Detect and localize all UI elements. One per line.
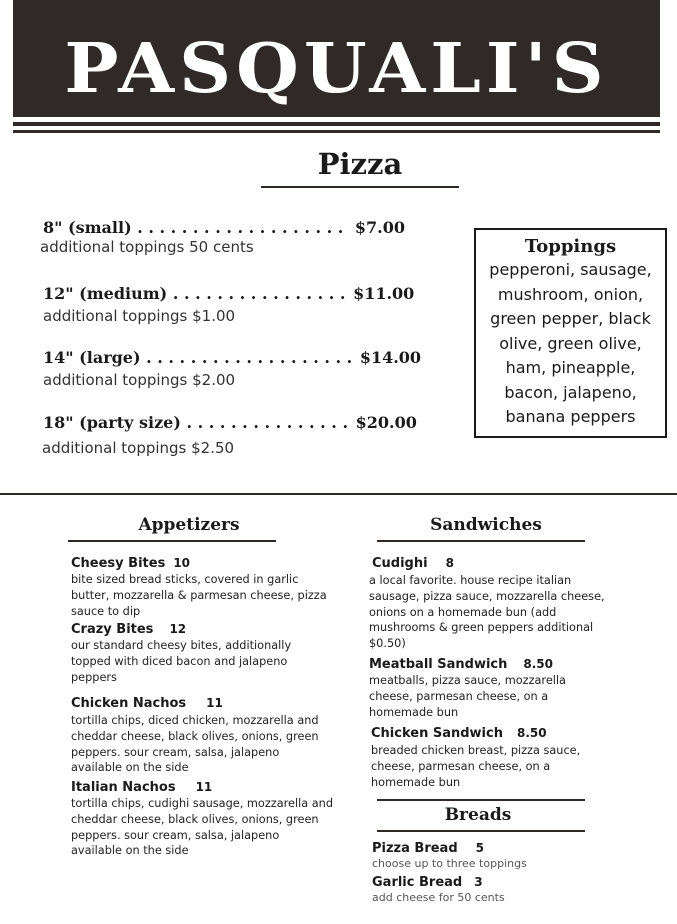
size-price: $20.00 (355, 413, 417, 432)
toppings-list: pepperoni, sausage, mushroom, onion, green pepper, black olive, green olive, ham, pineapple, bacon, jalapeno, banana peppers (489, 260, 652, 426)
size-topping-note: additional toppings 50 cents (40, 238, 254, 256)
size-label: 14" (large) . . . . . . . . . . . . . . . . . . . (43, 348, 353, 367)
pizza-size-party (43, 413, 417, 433)
item-name: Crazy Bites (71, 622, 154, 637)
item-name: Cheesy Bites (71, 556, 166, 571)
item-name: Italian Nachos (71, 780, 176, 795)
size-label: 18" (party size) . . . . . . . . . . . . . . . (43, 413, 349, 432)
item-name: Chicken Sandwich (371, 726, 503, 741)
item-price: 3 (474, 875, 483, 889)
pizza-size-small (43, 218, 405, 238)
pizza-size-large (43, 348, 421, 368)
section-divider (0, 493, 677, 495)
item-description: tortilla chips, cudighi sausage, mozzarella and cheddar cheese, black olives, onions, green peppers. sour cream, salsa, jalapeno available on the side (71, 797, 334, 858)
item-description: breaded chicken breast, pizza sauce, cheese, parmesan cheese, on a homemade bun (371, 744, 581, 789)
sandwich-item (371, 725, 611, 790)
header-rule-1 (13, 122, 660, 126)
size-label: 12" (medium) . . . . . . . . . . . . . . . . (43, 284, 346, 303)
item-description: choose up to three toppings (372, 857, 527, 870)
item-price: 8 (445, 556, 454, 570)
appetizer-item (71, 621, 331, 685)
item-price: 11 (195, 780, 213, 794)
item-name: Garlic Bread (372, 875, 463, 890)
item-name: Pizza Bread (372, 841, 458, 856)
appetizer-item (71, 695, 333, 776)
size-label: 8" (small) . . . . . . . . . . . . . . . . . . . (43, 218, 344, 237)
breads-title-underline (377, 830, 585, 832)
item-price: 5 (475, 841, 484, 855)
item-description: add cheese for 50 cents (372, 891, 505, 904)
breads-section-title: Breads (444, 805, 512, 825)
pizza-title-underline (261, 186, 459, 188)
item-description: bite sized bread sticks, covered in garlic butter, mozzarella & parmesan cheese, pizza sauce to dip (71, 573, 327, 618)
size-topping-note: additional toppings $1.00 (43, 307, 236, 325)
item-description: meatballs, pizza sauce, mozzarella cheese, parmesan cheese, on a homemade bun (369, 674, 566, 719)
breads-title-overline (377, 799, 585, 801)
header-rule-2 (13, 130, 660, 133)
item-name: Cudighi (372, 556, 428, 571)
sandwich-item (369, 656, 609, 720)
appetizer-item (71, 555, 331, 619)
item-description: our standard cheesy bites, additionally topped with diced bacon and jalapeno peppers (71, 639, 292, 684)
size-price: $7.00 (354, 218, 405, 237)
appetizers-section-title: Appetizers (138, 515, 240, 535)
item-price: 12 (169, 622, 187, 636)
item-name: Meatball Sandwich (369, 657, 508, 672)
item-price: 10 (173, 556, 191, 570)
item-name: Chicken Nachos (71, 696, 187, 711)
bread-item (372, 840, 602, 870)
pizza-section-title: Pizza (317, 147, 403, 181)
size-price: $14.00 (359, 348, 422, 367)
bread-item (372, 874, 602, 904)
size-topping-note: additional toppings $2.50 (42, 439, 235, 457)
item-price: 8.50 (523, 657, 553, 671)
toppings-title: Toppings (524, 236, 617, 257)
item-description: a local favorite. house recipe italian sausage, pizza sauce, mozzarella cheese, onions on a homemade bun (add mushrooms & green peppers additional $0.50) (369, 574, 605, 651)
sandwich-item (369, 555, 609, 652)
item-price: 11 (206, 696, 223, 710)
restaurant-name: PASQUALI'S (64, 27, 609, 108)
size-price: $11.00 (353, 284, 415, 303)
size-topping-note: additional toppings $2.00 (43, 371, 236, 389)
item-description: tortilla chips, diced chicken, mozzarella and cheddar cheese, black olives, onions, green peppers. sour cream, salsa, jalapeno available on the side (71, 714, 319, 775)
pizza-size-medium (43, 284, 414, 304)
appetizers-title-underline (68, 540, 276, 542)
sandwiches-section-title: Sandwiches (430, 515, 542, 535)
toppings-box (474, 228, 667, 438)
appetizer-item (71, 779, 333, 859)
item-price: 8.50 (516, 726, 547, 740)
sandwiches-title-underline (377, 540, 585, 542)
